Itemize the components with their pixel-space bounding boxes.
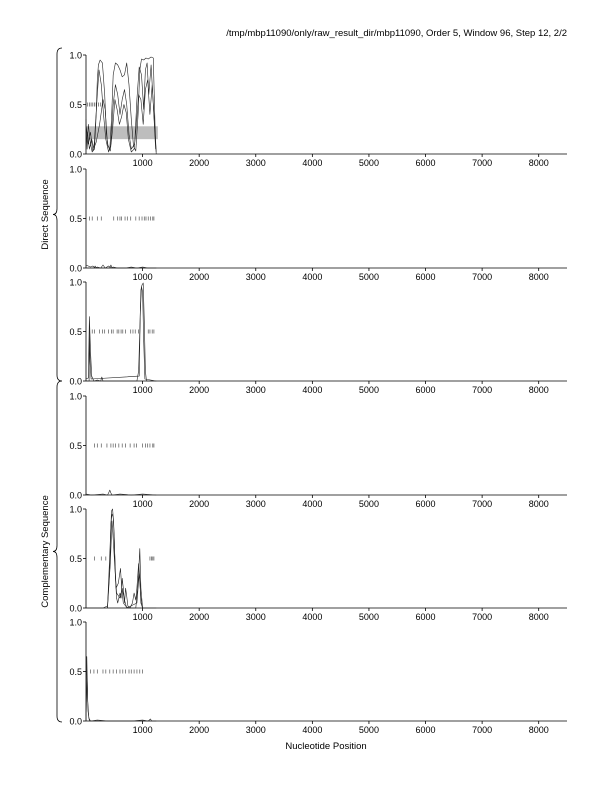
- x-tick-label: 5000: [358, 385, 379, 395]
- x-tick-label: 2000: [189, 385, 210, 395]
- group-brackets: [40, 48, 62, 722]
- x-tick-label: 8000: [528, 725, 549, 735]
- panel-3: [69, 278, 567, 396]
- x-tick-label: 2000: [189, 612, 210, 622]
- x-tick-label: 5000: [358, 499, 379, 509]
- y-tick-label: 0.0: [69, 376, 82, 387]
- group-bracket: [53, 48, 62, 381]
- series-line-1: [86, 490, 156, 495]
- y-tick-label: 0.5: [69, 441, 82, 451]
- x-tick-label: 2000: [189, 158, 210, 168]
- series-line-3: [86, 80, 156, 152]
- x-tick-label: 1000: [132, 158, 153, 168]
- x-tick-label: 4000: [302, 272, 323, 282]
- x-tick-label: 7000: [472, 725, 493, 735]
- y-tick-label: 0.0: [69, 490, 82, 501]
- y-tick-label: 0.0: [69, 603, 82, 614]
- y-tick-label: 0.0: [69, 263, 82, 274]
- panel-2: [69, 165, 567, 283]
- y-tick-label: 1.0: [69, 617, 82, 628]
- y-tick-label: 1.0: [69, 504, 82, 515]
- x-tick-label: 8000: [528, 385, 549, 395]
- x-tick-label: 4000: [302, 612, 323, 622]
- x-tick-label: 1000: [132, 499, 153, 509]
- x-tick-label: 4000: [302, 725, 323, 735]
- series-line-2: [86, 677, 156, 722]
- x-tick-label: 5000: [358, 612, 379, 622]
- x-tick-label: 8000: [528, 612, 549, 622]
- x-tick-label: 8000: [528, 272, 549, 282]
- x-tick-label: 1000: [132, 725, 153, 735]
- x-tick-label: 1000: [132, 612, 153, 622]
- panel-5: [69, 505, 567, 623]
- x-tick-label: 3000: [245, 612, 266, 622]
- y-tick-label: 0.5: [69, 100, 82, 110]
- x-tick-label: 1000: [132, 385, 153, 395]
- x-tick-label: 7000: [472, 385, 493, 395]
- y-tick-label: 0.5: [69, 667, 82, 677]
- group-bracket: [53, 381, 62, 722]
- x-tick-label: 5000: [358, 158, 379, 168]
- y-tick-label: 1.0: [69, 164, 82, 175]
- x-tick-label: 6000: [415, 725, 436, 735]
- x-tick-label: 6000: [415, 385, 436, 395]
- x-tick-label: 3000: [245, 725, 266, 735]
- x-axis-label: Nucleotide Position: [285, 741, 367, 752]
- x-tick-label: 6000: [415, 612, 436, 622]
- x-tick-label: 6000: [415, 499, 436, 509]
- x-tick-label: 8000: [528, 158, 549, 168]
- y-tick-label: 0.5: [69, 554, 82, 564]
- x-tick-label: 3000: [245, 158, 266, 168]
- x-tick-label: 5000: [358, 272, 379, 282]
- x-tick-label: 3000: [245, 272, 266, 282]
- highlight-band: [86, 126, 158, 139]
- series-line-2: [86, 287, 156, 381]
- x-tick-label: 4000: [302, 385, 323, 395]
- panel-1: [69, 51, 567, 169]
- x-tick-label: 2000: [189, 499, 210, 509]
- group-label: Complementary Sequence: [40, 495, 51, 608]
- x-tick-label: 1000: [132, 272, 153, 282]
- header-title: /tmp/mbp11090/only/raw_result_dir/mbp11090, Order 5, Window 96, Step 12, 2/2: [226, 28, 567, 39]
- x-tick-label: 2000: [189, 725, 210, 735]
- x-tick-label: 2000: [189, 272, 210, 282]
- x-tick-label: 4000: [302, 158, 323, 168]
- x-tick-label: 6000: [415, 272, 436, 282]
- x-tick-label: 5000: [358, 725, 379, 735]
- series-line-1: [86, 265, 156, 268]
- panels: [69, 51, 567, 736]
- x-tick-label: 3000: [245, 385, 266, 395]
- panel-6: [69, 618, 567, 736]
- x-tick-label: 7000: [472, 612, 493, 622]
- y-tick-label: 0.0: [69, 149, 82, 160]
- y-tick-label: 0.5: [69, 327, 82, 337]
- x-tick-label: 6000: [415, 158, 436, 168]
- x-tick-label: 7000: [472, 499, 493, 509]
- y-tick-label: 0.0: [69, 716, 82, 727]
- series-line-1: [86, 657, 156, 721]
- x-tick-label: 7000: [472, 272, 493, 282]
- x-tick-label: 4000: [302, 499, 323, 509]
- y-tick-label: 0.5: [69, 214, 82, 224]
- x-tick-label: 8000: [528, 499, 549, 509]
- y-tick-label: 1.0: [69, 50, 82, 61]
- group-label: Direct Sequence: [40, 179, 51, 250]
- x-tick-label: 7000: [472, 158, 493, 168]
- y-tick-label: 1.0: [69, 391, 82, 402]
- x-tick-label: 3000: [245, 499, 266, 509]
- panel-4: [69, 392, 567, 510]
- y-tick-label: 1.0: [69, 277, 82, 288]
